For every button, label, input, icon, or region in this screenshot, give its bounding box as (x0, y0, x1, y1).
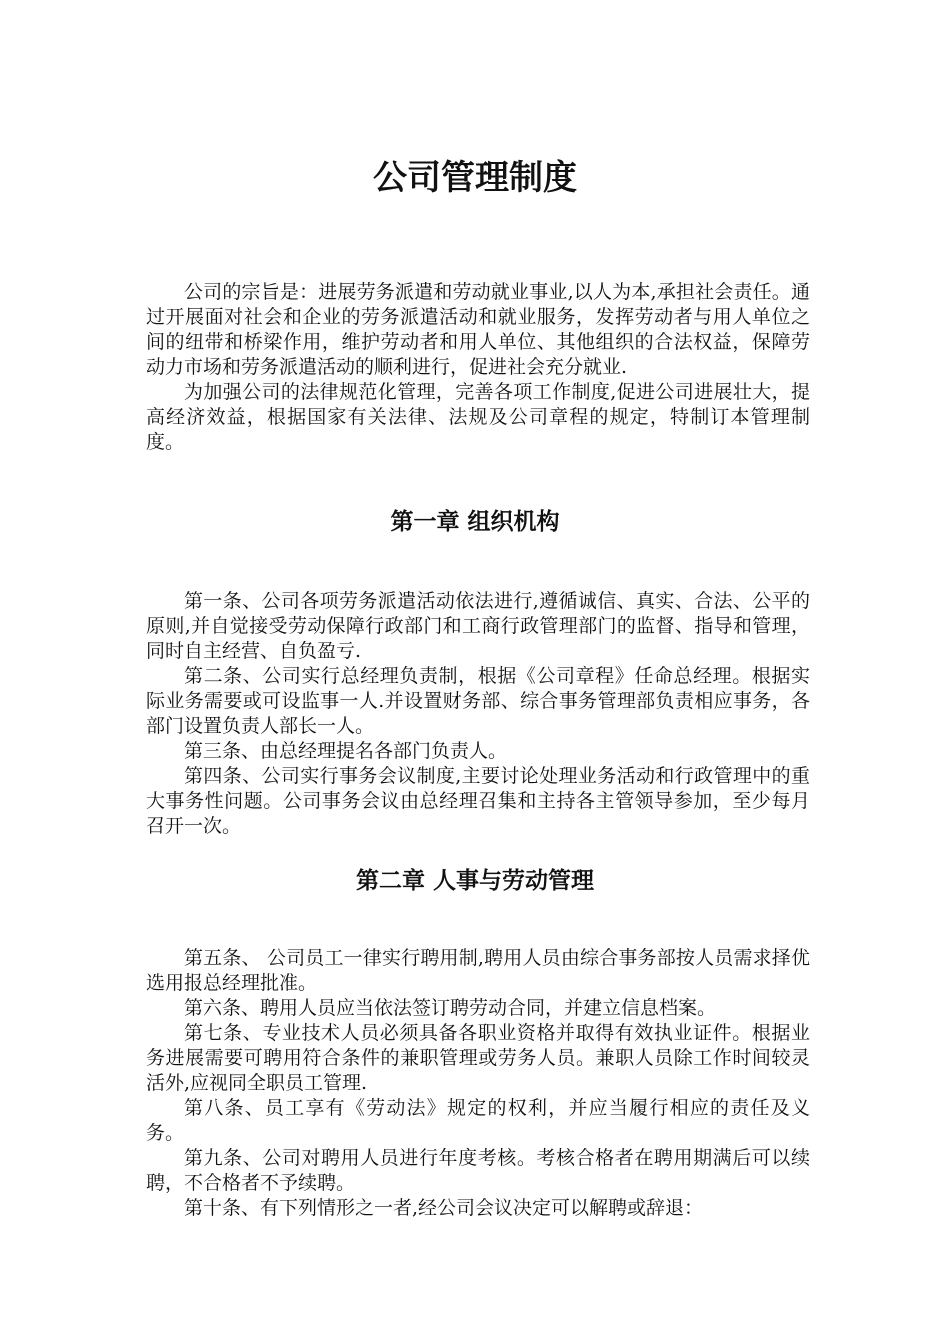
intro-paragraph: 公司的宗旨是：进展劳务派遣和劳动就业事业,以人为本,承担社会责任。通过开展面对社会和企业的劳务派遣活动和就业服务，发挥劳动者与用人单位之间的纽带和桥梁作用，维护劳动者和用人单位、其他组织的合法权益，保障劳动力市场和劳务派遣活动的顺利进行，促进社会充分就业. (146, 281, 810, 378)
chapter-1-heading: 第一章 组织机构 (390, 509, 560, 535)
article-paragraph: 第八条、员工享有《劳动法》规定的权利，并应当履行相应的责任及义务。 (146, 1097, 810, 1144)
intro-paragraph: 为加强公司的法律规范化管理，完善各项工作制度,促进公司进展壮大，提高经济效益，根据国家有关法律、法规及公司章程的规定，特制订本管理制度。 (146, 381, 810, 453)
chapter-2-heading: 第二章 人事与劳动管理 (355, 868, 594, 894)
article-paragraph: 第三条、由总经理提名各部门负责人。 (184, 740, 508, 762)
article-paragraph: 第二条、公司实行总经理负责制，根据《公司章程》任命总经理。根据实际业务需要或可设监事一人.并设置财务部、综合事务管理部负责相应事务，各部门设置负责人部长一人。 (146, 665, 810, 737)
article-paragraph: 第五条、 公司员工一律实行聘用制,聘用人员由综合事务部按人员需求择优选用报总经理批准。 (146, 947, 810, 994)
article-paragraph: 第九条、公司对聘用人员进行年度考核。考核合格者在聘用期满后可以续聘，不合格者不予续聘。 (146, 1147, 810, 1194)
chapter-1-section (146, 589, 810, 839)
article-paragraph: 第一条、公司各项劳务派遣活动依法进行,遵循诚信、真实、合法、公平的原则,并自觉接受劳动保障行政部门和工商行政管理部门的监督、指导和管理，同时自主经营、自负盈亏. (146, 590, 810, 662)
article-paragraph: 第十条、有下列情形之一者,经公司会议决定可以解聘或辞退： (184, 1197, 704, 1219)
intro-section (146, 280, 810, 455)
article-paragraph: 第六条、聘用人员应当依法签订聘劳动合同，并建立信息档案。 (184, 997, 717, 1019)
article-paragraph: 第七条、专业技术人员必须具备各职业资格并取得有效执业证件。根据业务进展需要可聘用符合条件的兼职管理或劳务人员。兼职人员除工作时间较灵活外,应视同全职员工管理. (146, 1022, 810, 1094)
chapter-2-section (146, 946, 810, 1221)
article-paragraph: 第四条、公司实行事务会议制度,主要讨论处理业务活动和行政管理中的重大事务性问题。公司事务会议由总经理召集和主持各主管领导参加，至少每月召开一次。 (146, 765, 810, 837)
document-title: 公司管理制度 (373, 158, 577, 198)
